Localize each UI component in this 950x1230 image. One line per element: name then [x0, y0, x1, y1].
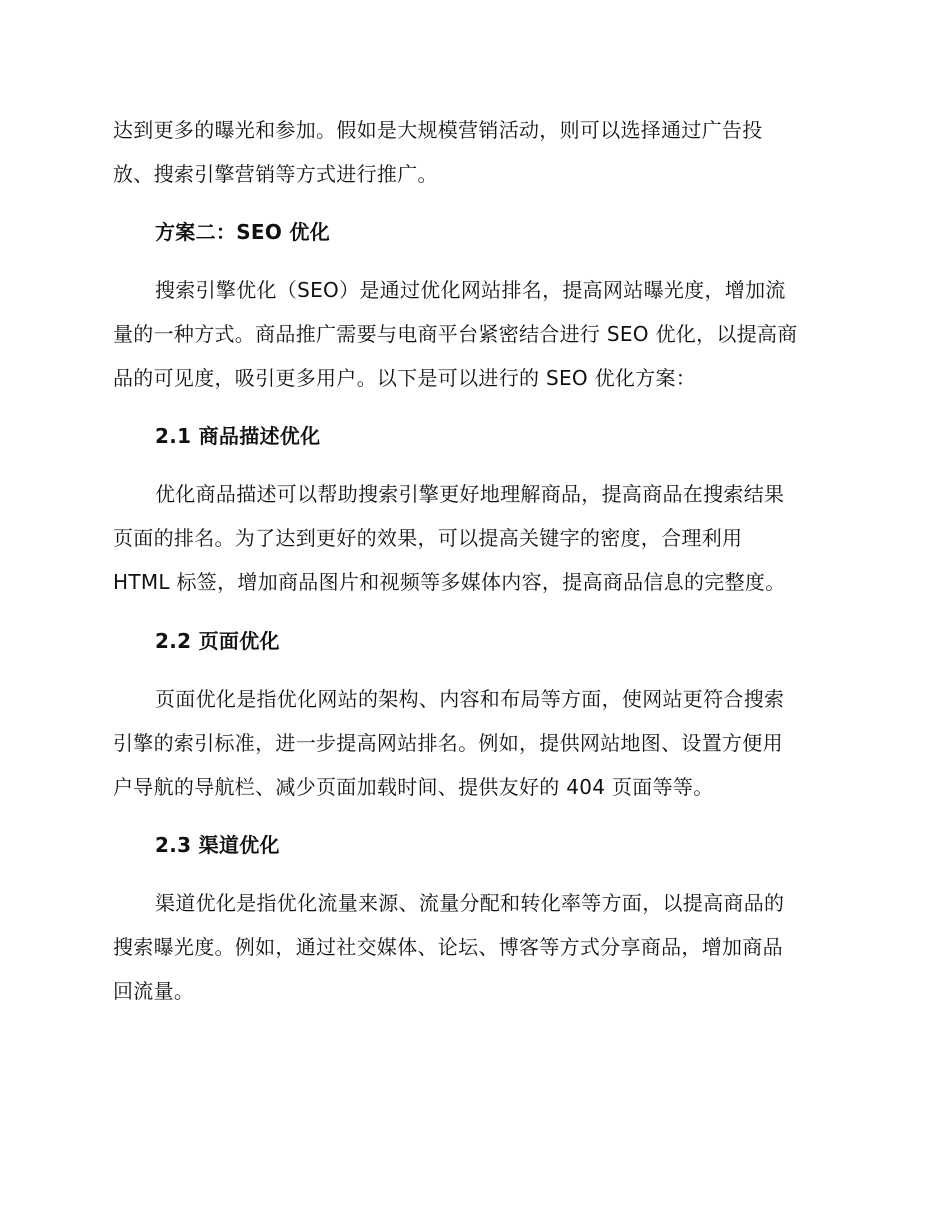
section-2-1-line-2: 页面的排名。为了达到更好的效果，可以提高关键字的密度，合理利用 [113, 526, 743, 550]
section-2-2-heading: 2.2 页面优化 [155, 629, 280, 653]
section-2-3-heading: 2.3 渠道优化 [155, 833, 280, 857]
section-2-2-line-3: 户导航的导航栏、减少页面加载时间、提供友好的 404 页面等等。 [113, 775, 714, 799]
section-2-2-line-1: 页面优化是指优化网站的架构、内容和布局等方面，使网站更符合搜索 [155, 687, 785, 711]
plan2-line-3: 品的可见度，吸引更多用户。以下是可以进行的 SEO 优化方案： [113, 366, 697, 390]
plan2-heading: 方案二：SEO 优化 [155, 220, 331, 244]
section-2-2-line-2: 引擎的索引标准，进一步提高网站排名。例如，提供网站地图、设置方便用 [113, 731, 783, 755]
section-2-3-line-1: 渠道优化是指优化流量来源、流量分配和转化率等方面，以提高商品的 [155, 891, 785, 915]
section-2-1-heading: 2.1 商品描述优化 [155, 424, 321, 448]
intro-line-1: 达到更多的曝光和参加。假如是大规模营销活动，则可以选择通过广告投 [113, 118, 763, 142]
intro-line-2: 放、搜索引擎营销等方式进行推广。 [113, 162, 438, 186]
plan2-line-1: 搜索引擎优化（SEO）是通过优化网站排名，提高网站曝光度，增加流 [155, 278, 786, 302]
section-2-1-line-3: HTML 标签，增加商品图片和视频等多媒体内容，提高商品信息的完整度。 [113, 570, 786, 594]
section-2-3-line-3: 回流量。 [113, 979, 195, 1003]
section-2-3-line-2: 搜索曝光度。例如，通过社交媒体、论坛、博客等方式分享商品，增加商品 [113, 935, 783, 959]
section-2-1-line-1: 优化商品描述可以帮助搜索引擎更好地理解商品，提高商品在搜索结果 [155, 482, 785, 506]
plan2-line-2: 量的一种方式。商品推广需要与电商平台紧密结合进行 SEO 优化，以提高商 [113, 322, 798, 346]
